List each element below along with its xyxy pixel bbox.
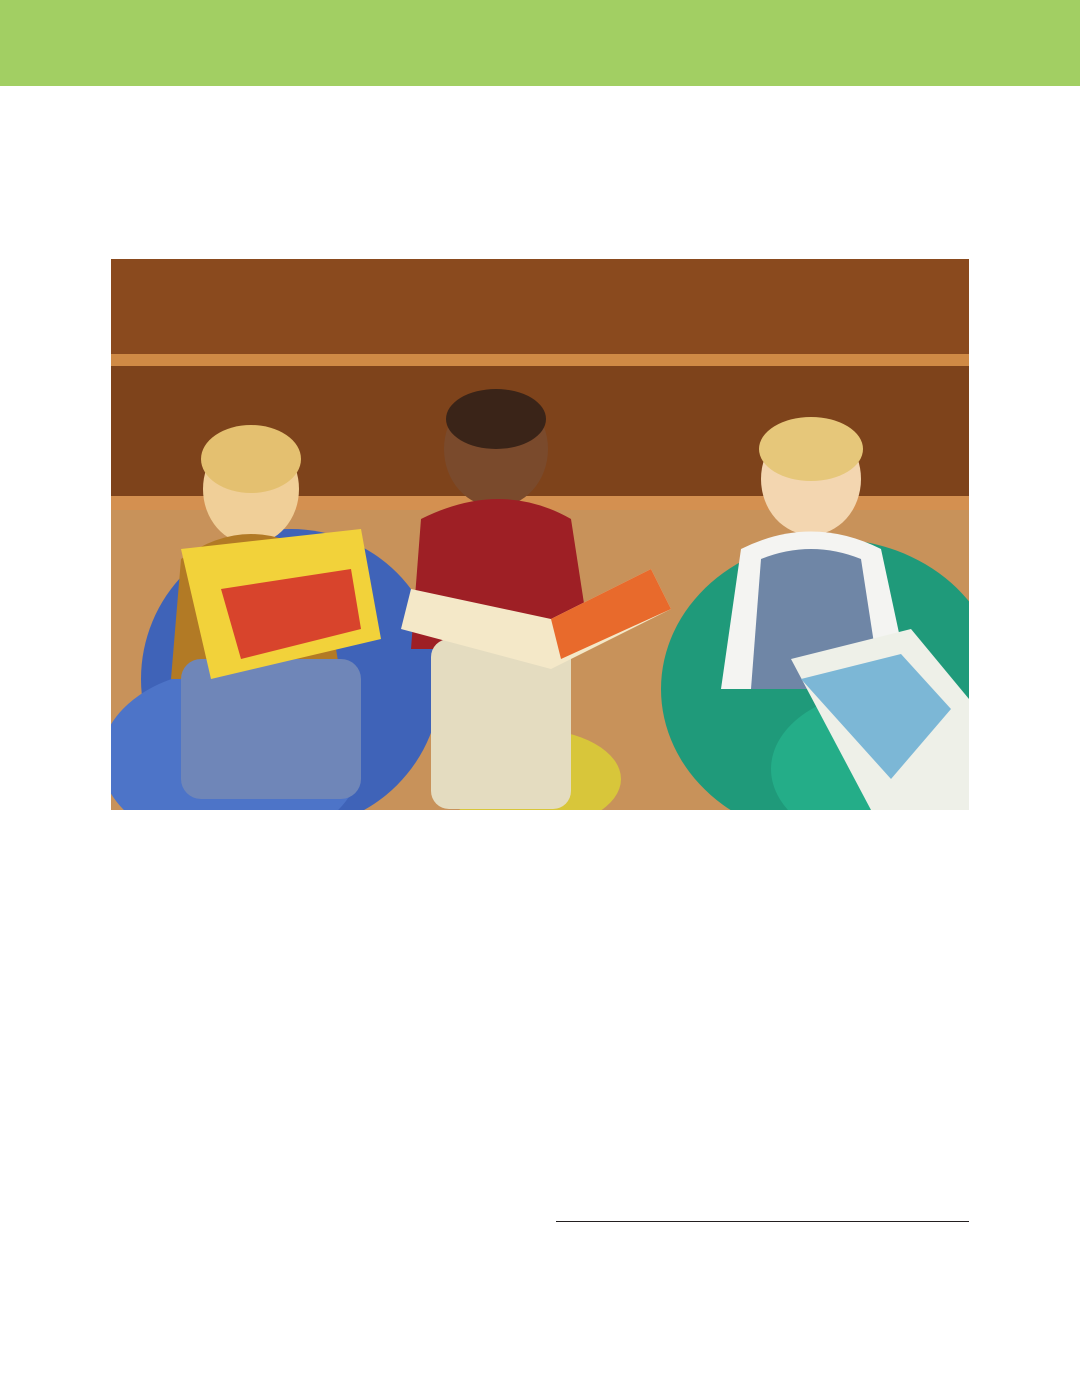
footnote-rule — [556, 1221, 969, 1222]
children-reading-photo — [111, 259, 969, 810]
heading-dotted-rule — [111, 1039, 531, 1049]
section-body — [111, 1089, 521, 1091]
section-heading-block — [111, 1034, 531, 1053]
dotted-border — [0, 78, 1080, 92]
intro-paragraph — [111, 832, 521, 834]
header-band — [0, 0, 1080, 86]
right-column — [556, 837, 966, 839]
